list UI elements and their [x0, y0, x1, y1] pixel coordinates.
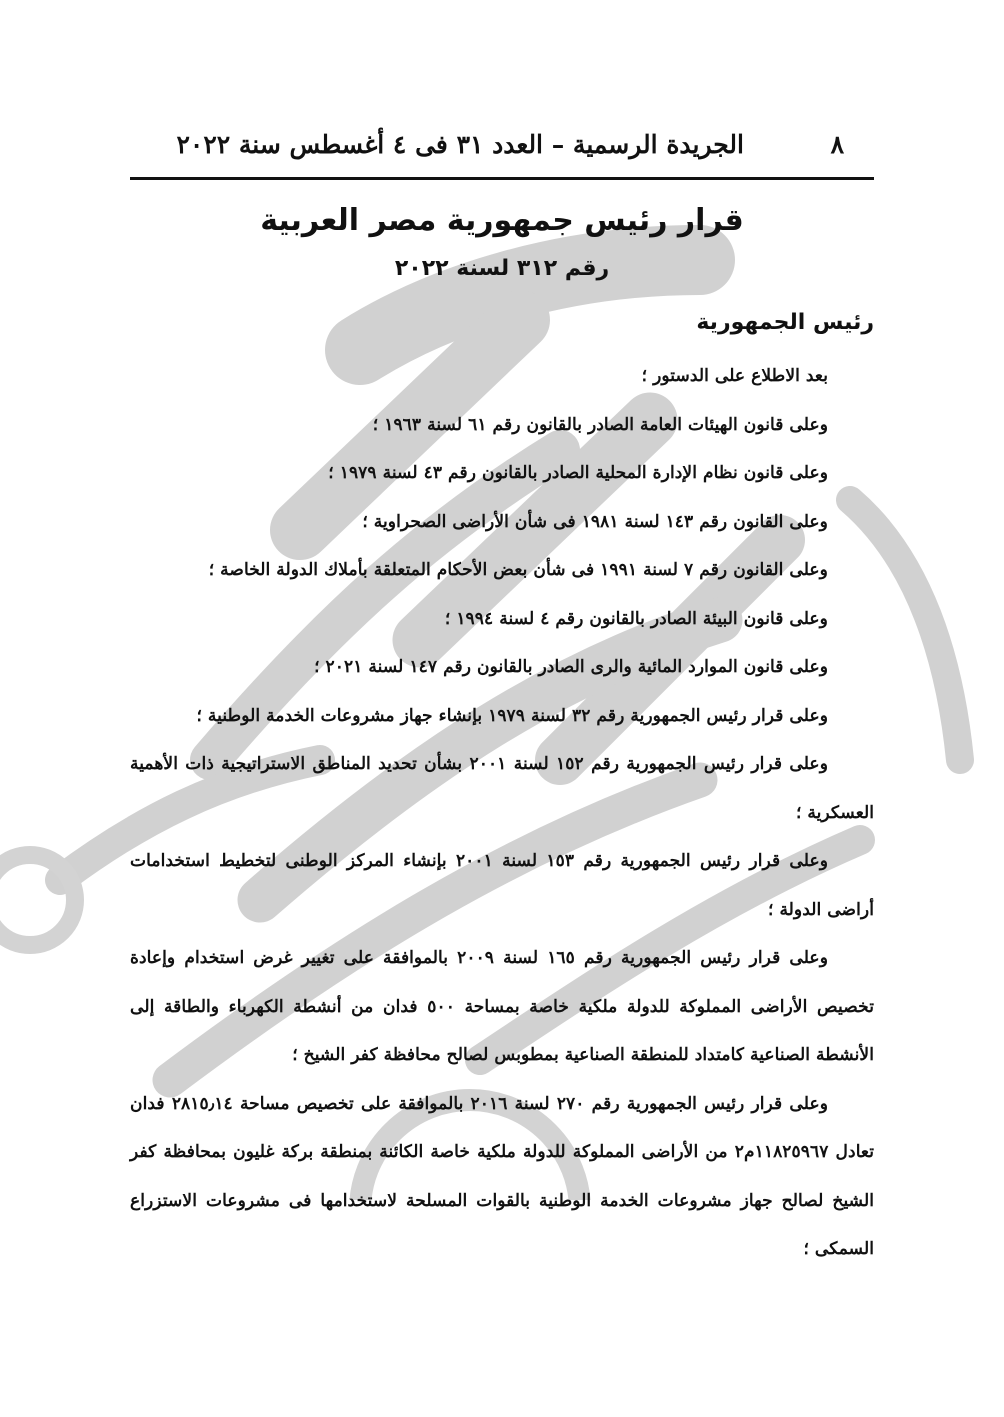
decree-body	[130, 352, 874, 1274]
preamble-paragraph: وعلى القانون رقم ١٤٣ لسنة ١٩٨١ فى شأن الأراضى الصحراوية ؛	[362, 511, 828, 532]
document-page	[130, 0, 874, 1417]
preamble-paragraph: وعلى قرار رئيس الجمهورية رقم ١٥٣ لسنة ٢٠٠١ بإنشاء المركز الوطنى لتخطيط استخدامات أراضى الدولة ؛	[130, 851, 874, 920]
preamble-paragraph: وعلى القانون رقم ٧ لسنة ١٩٩١ فى شأن بعض الأحكام المتعلقة بأملاك الدولة الخاصة ؛	[208, 560, 828, 580]
preamble-paragraph: وعلى قرار رئيس الجمهورية رقم ٢٧٠ لسنة ٢٠١٦ بالموافقة على تخصيص مساحة ٢٨١٥٫١٤ فدان تعادل ١١٨٢٥٩٦٧م٢ من الأراضى المملوكة للدولة ملكية خاصة الكائنة بمنطقة بركة غليون بمحافظة كفر الشيخ لصالح جهاز مشروعات الخدمة الوطنية بالقوات المسلحة لاستخدامها فى مشروعات الاستزراع السمكى ؛	[130, 1093, 875, 1259]
preamble-paragraph: وعلى قانون الهيئات العامة الصادر بالقانون رقم ٦١ لسنة ١٩٦٣ ؛	[372, 414, 828, 435]
header-divider	[130, 177, 874, 180]
decree-number: رقم ٣١٢ لسنة ٢٠٢٢	[394, 256, 610, 281]
preamble-paragraph: وعلى قانون البيئة الصادر بالقانون رقم ٤ لسنة ١٩٩٤ ؛	[444, 608, 828, 629]
page-number: ٨	[830, 130, 844, 159]
preamble-paragraph: وعلى قرار رئيس الجمهورية رقم ١٦٥ لسنة ٢٠٠٩ بالموافقة على تغيير غرض استخدام وإعادة تخصيص الأراضى المملوكة للدولة ملكية خاصة بمساحة ٥٠٠ فدان من أنشطة الكهرباء والطاقة إلى الأنشطة الصناعية كامتداد للمنطقة الصناعية بمطوبس لصالح محافظة كفر الشيخ ؛	[130, 948, 874, 1065]
decree-title: قرار رئيس جمهورية مصر العربية	[260, 203, 744, 238]
preamble-paragraph: وعلى قرار رئيس الجمهورية رقم ٣٢ لسنة ١٩٧٩ بإنشاء جهاز مشروعات الخدمة الوطنية ؛	[196, 705, 828, 726]
page-header	[130, 128, 874, 168]
president-heading: رئيس الجمهورية	[696, 310, 874, 335]
preamble-paragraph: بعد الاطلاع على الدستور ؛	[641, 366, 828, 386]
gazette-header-title: الجريدة الرسمية – العدد ٣١ فى ٤ أغسطس سنة ٢٠٢٢	[176, 130, 744, 159]
preamble-paragraph: وعلى قرار رئيس الجمهورية رقم ١٥٢ لسنة ٢٠٠١ بشأن تحديد المناطق الاستراتيجية ذات الأهمية العسكرية ؛	[130, 754, 874, 823]
preamble-paragraph: وعلى قانون الموارد المائية والرى الصادر بالقانون رقم ١٤٧ لسنة ٢٠٢١ ؛	[314, 657, 828, 677]
preamble-paragraph: وعلى قانون نظام الإدارة المحلية الصادر بالقانون رقم ٤٣ لسنة ١٩٧٩ ؛	[328, 463, 828, 483]
